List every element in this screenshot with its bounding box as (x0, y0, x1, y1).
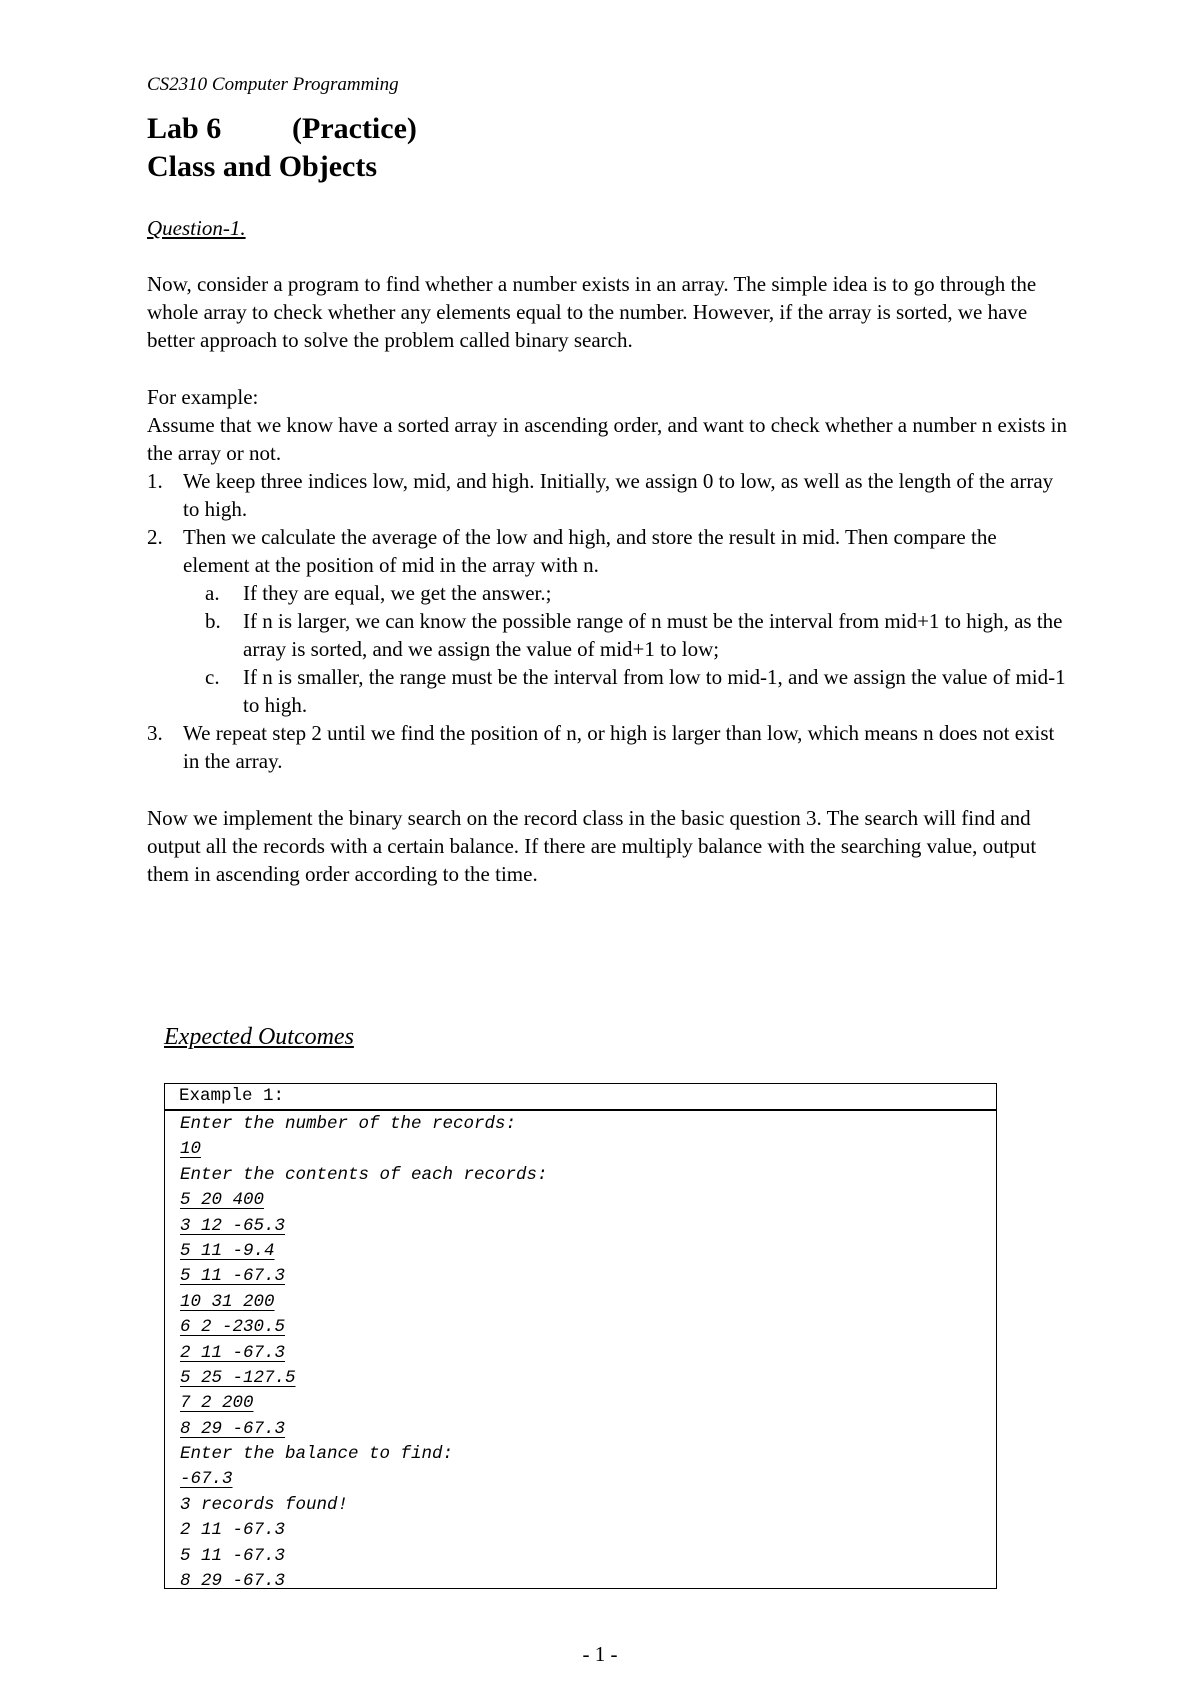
console-input: 5 11 -9.4 (180, 1240, 275, 1261)
list-item (147, 467, 1067, 523)
outcomes-heading: Expected Outcomes (164, 1024, 354, 1050)
console-input: 3 12 -65.3 (180, 1215, 286, 1236)
console-output-line: 3 records found! (180, 1494, 349, 1515)
substep-text: If n is larger, we can know the possible range of n must be the interval from mid+1 to high, as the array is sorted, and we assign the value of mid+1 to low; (243, 609, 1063, 661)
console-input: -67.3 (180, 1469, 233, 1490)
substep-letter: a. (205, 581, 220, 605)
example-text: Assume that we know have a sorted array in ascending order, and want to check whether a number n exists in the array or not. (147, 413, 1067, 465)
console-prompt: Enter the number of the records: (180, 1114, 517, 1134)
console-input: 10 (180, 1139, 202, 1160)
lab-subtitle: Class and Objects (147, 150, 378, 183)
console-output-line: 8 29 -67.3 (180, 1571, 286, 1592)
sub-steps-container (147, 579, 1067, 719)
step-text: We keep three indices low, mid, and high. Initially, we assign 0 to low, as well as the length of the array to high. (183, 469, 1054, 521)
console-input: 7 2 200 (180, 1393, 254, 1414)
console-prompt: Enter the balance to find: (180, 1444, 454, 1465)
step-text: We repeat step 2 until we find the position of n, or high is larger than low, which means n does not exist in the array. (183, 721, 1055, 773)
lab-number: Lab 6 (147, 112, 222, 145)
console-output (165, 1111, 996, 1594)
course-header: CS2310 Computer Programming (147, 74, 399, 95)
steps-list (147, 467, 1067, 775)
list-item (147, 579, 1067, 607)
list-item (147, 719, 1067, 775)
example-label: For example: (147, 385, 259, 409)
list-item (147, 607, 1067, 663)
example-paragraph (147, 383, 1067, 467)
console-output-line: 2 11 -67.3 (180, 1520, 286, 1541)
substep-text: If they are equal, we get the answer.; (243, 581, 552, 605)
question-heading: Question-1. (147, 216, 246, 240)
step-number: 1. (147, 469, 163, 493)
list-item (147, 523, 1067, 579)
console-input: 10 31 200 (180, 1291, 275, 1312)
step-number: 3. (147, 721, 163, 745)
closing-paragraph: Now we implement the binary search on the record class in the basic question 3. The search will find and output all the records with a certain balance. If there are multiply balance with the searching value, output them in ascending order according to the time. (147, 806, 1037, 886)
console-prompt: Enter the contents of each records: (180, 1164, 548, 1185)
substep-text: If n is smaller, the range must be the interval from low to mid-1, and we assign the value of mid-1 to high. (243, 665, 1066, 717)
step-text: Then we calculate the average of the low and high, and store the result in mid. Then compare the element at the position of mid in the array with n. (183, 525, 997, 577)
intro-paragraph: Now, consider a program to find whether a number exists in an array. The simple idea is to go through the whole array to check whether any elements equal to the number. However, if the array is sorted, we have better approach to solve the problem called binary search. (147, 272, 1037, 352)
substep-letter: c. (205, 665, 220, 689)
lab-title (147, 112, 417, 146)
example-output-box (164, 1083, 997, 1592)
substep-letter: b. (205, 609, 221, 633)
console-input: 5 20 400 (180, 1190, 265, 1211)
console-input: 5 25 -127.5 (180, 1367, 296, 1388)
page-number: - 1 - (582, 1642, 618, 1666)
console-input: 6 2 -230.5 (180, 1317, 286, 1338)
list-item (147, 663, 1067, 719)
sub-steps-list (147, 579, 1067, 719)
console-input: 5 11 -67.3 (180, 1266, 286, 1287)
example-title: Example 1: (165, 1084, 996, 1111)
step-number: 2. (147, 525, 163, 549)
console-input: 2 11 -67.3 (180, 1342, 286, 1363)
lab-tag: (Practice) (292, 112, 417, 145)
console-input: 8 29 -67.3 (180, 1418, 286, 1439)
console-output-line: 5 11 -67.3 (180, 1545, 286, 1566)
